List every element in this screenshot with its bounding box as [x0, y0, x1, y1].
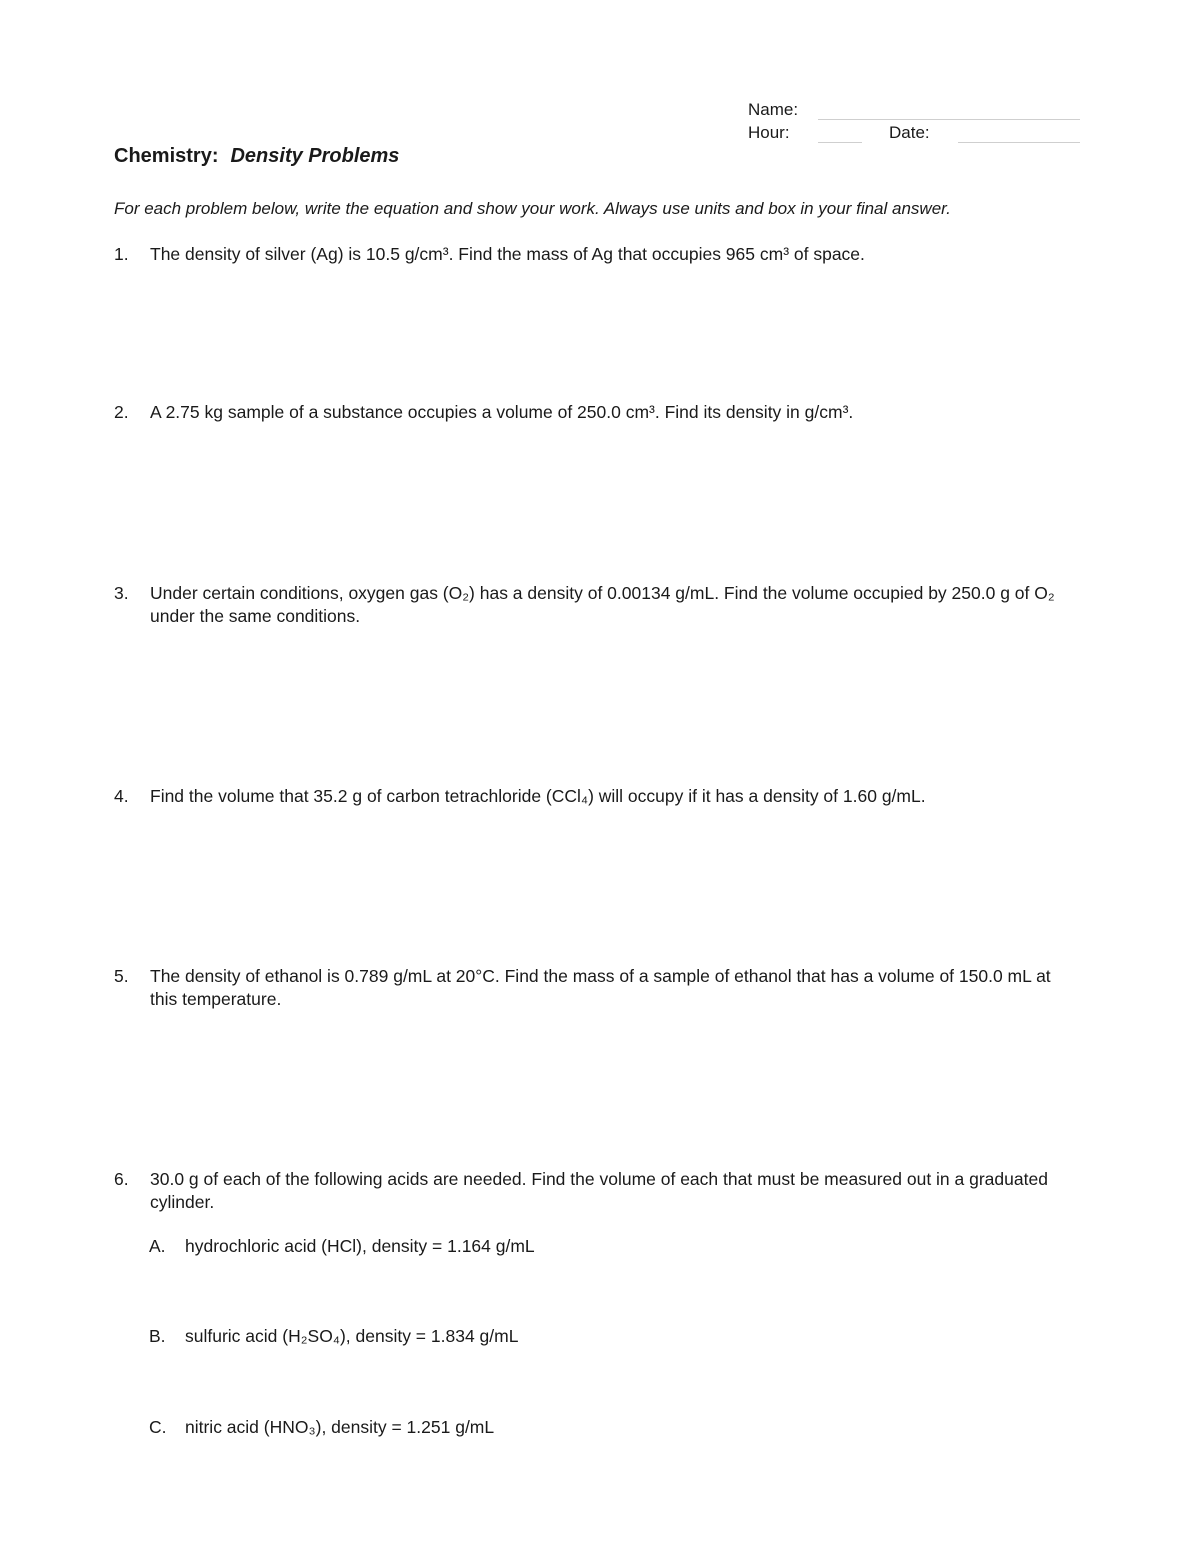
date-field[interactable]: [958, 142, 1080, 143]
problem-number: 5.: [114, 966, 129, 986]
problem-text: 30.0 g of each of the following acids are needed. Find the volume of each that must be measured out in a graduated cylinder.: [150, 1169, 1048, 1212]
problem-6: [114, 1168, 1074, 1214]
date-label: Date:: [889, 123, 930, 142]
problem-number: 2.: [114, 402, 129, 422]
problem-text: Under certain conditions, oxygen gas (O₂) has a density of 0.00134 g/mL. Find the volume occupied by 250.0 g of O₂ under the same conditions.: [150, 583, 1055, 626]
problem-text: A 2.75 kg sample of a substance occupies a volume of 250.0 cm³. Find its density in g/cm³.: [150, 402, 854, 422]
hour-label: Hour:: [748, 123, 790, 142]
problem-1: [114, 243, 1074, 266]
subproblem-text: sulfuric acid (H₂SO₄), density = 1.834 g/mL: [185, 1326, 519, 1346]
problem-text: The density of silver (Ag) is 10.5 g/cm³. Find the mass of Ag that occupies 965 cm³ of space.: [150, 244, 865, 264]
title-topic: Density Problems: [230, 145, 400, 167]
subproblem-a: [149, 1236, 535, 1257]
subproblem-letter: B.: [149, 1326, 166, 1346]
problem-number: 6.: [114, 1169, 129, 1189]
subproblem-text: nitric acid (HNO₃), density = 1.251 g/mL: [185, 1417, 495, 1437]
subproblem-text: hydrochloric acid (HCl), density = 1.164 g/mL: [185, 1236, 535, 1256]
subproblem-c: [149, 1417, 494, 1438]
problem-number: 4.: [114, 786, 129, 806]
problem-number: 1.: [114, 244, 129, 264]
subproblem-letter: C.: [149, 1417, 167, 1437]
subproblem-letter: A.: [149, 1236, 166, 1256]
name-label: Name:: [748, 100, 799, 119]
subproblem-b: [149, 1326, 518, 1347]
problem-5: [114, 965, 1074, 1011]
name-field[interactable]: [818, 119, 1080, 120]
problem-3: [114, 582, 1074, 628]
page-title: [114, 145, 399, 168]
problem-number: 3.: [114, 583, 129, 603]
title-subject: Chemistry:: [114, 145, 219, 167]
hour-field[interactable]: [818, 142, 862, 143]
problem-2: [114, 401, 1074, 424]
instructions: For each problem below, write the equation and show your work. Always use units and box in your final answer.: [114, 199, 951, 218]
problem-4: [114, 785, 1074, 808]
problem-text: Find the volume that 35.2 g of carbon tetrachloride (CCl₄) will occupy if it has a density of 1.60 g/mL.: [150, 786, 926, 806]
problem-text: The density of ethanol is 0.789 g/mL at 20°C. Find the mass of a sample of ethanol that has a volume of 150.0 mL at this temperature.: [150, 966, 1051, 1009]
